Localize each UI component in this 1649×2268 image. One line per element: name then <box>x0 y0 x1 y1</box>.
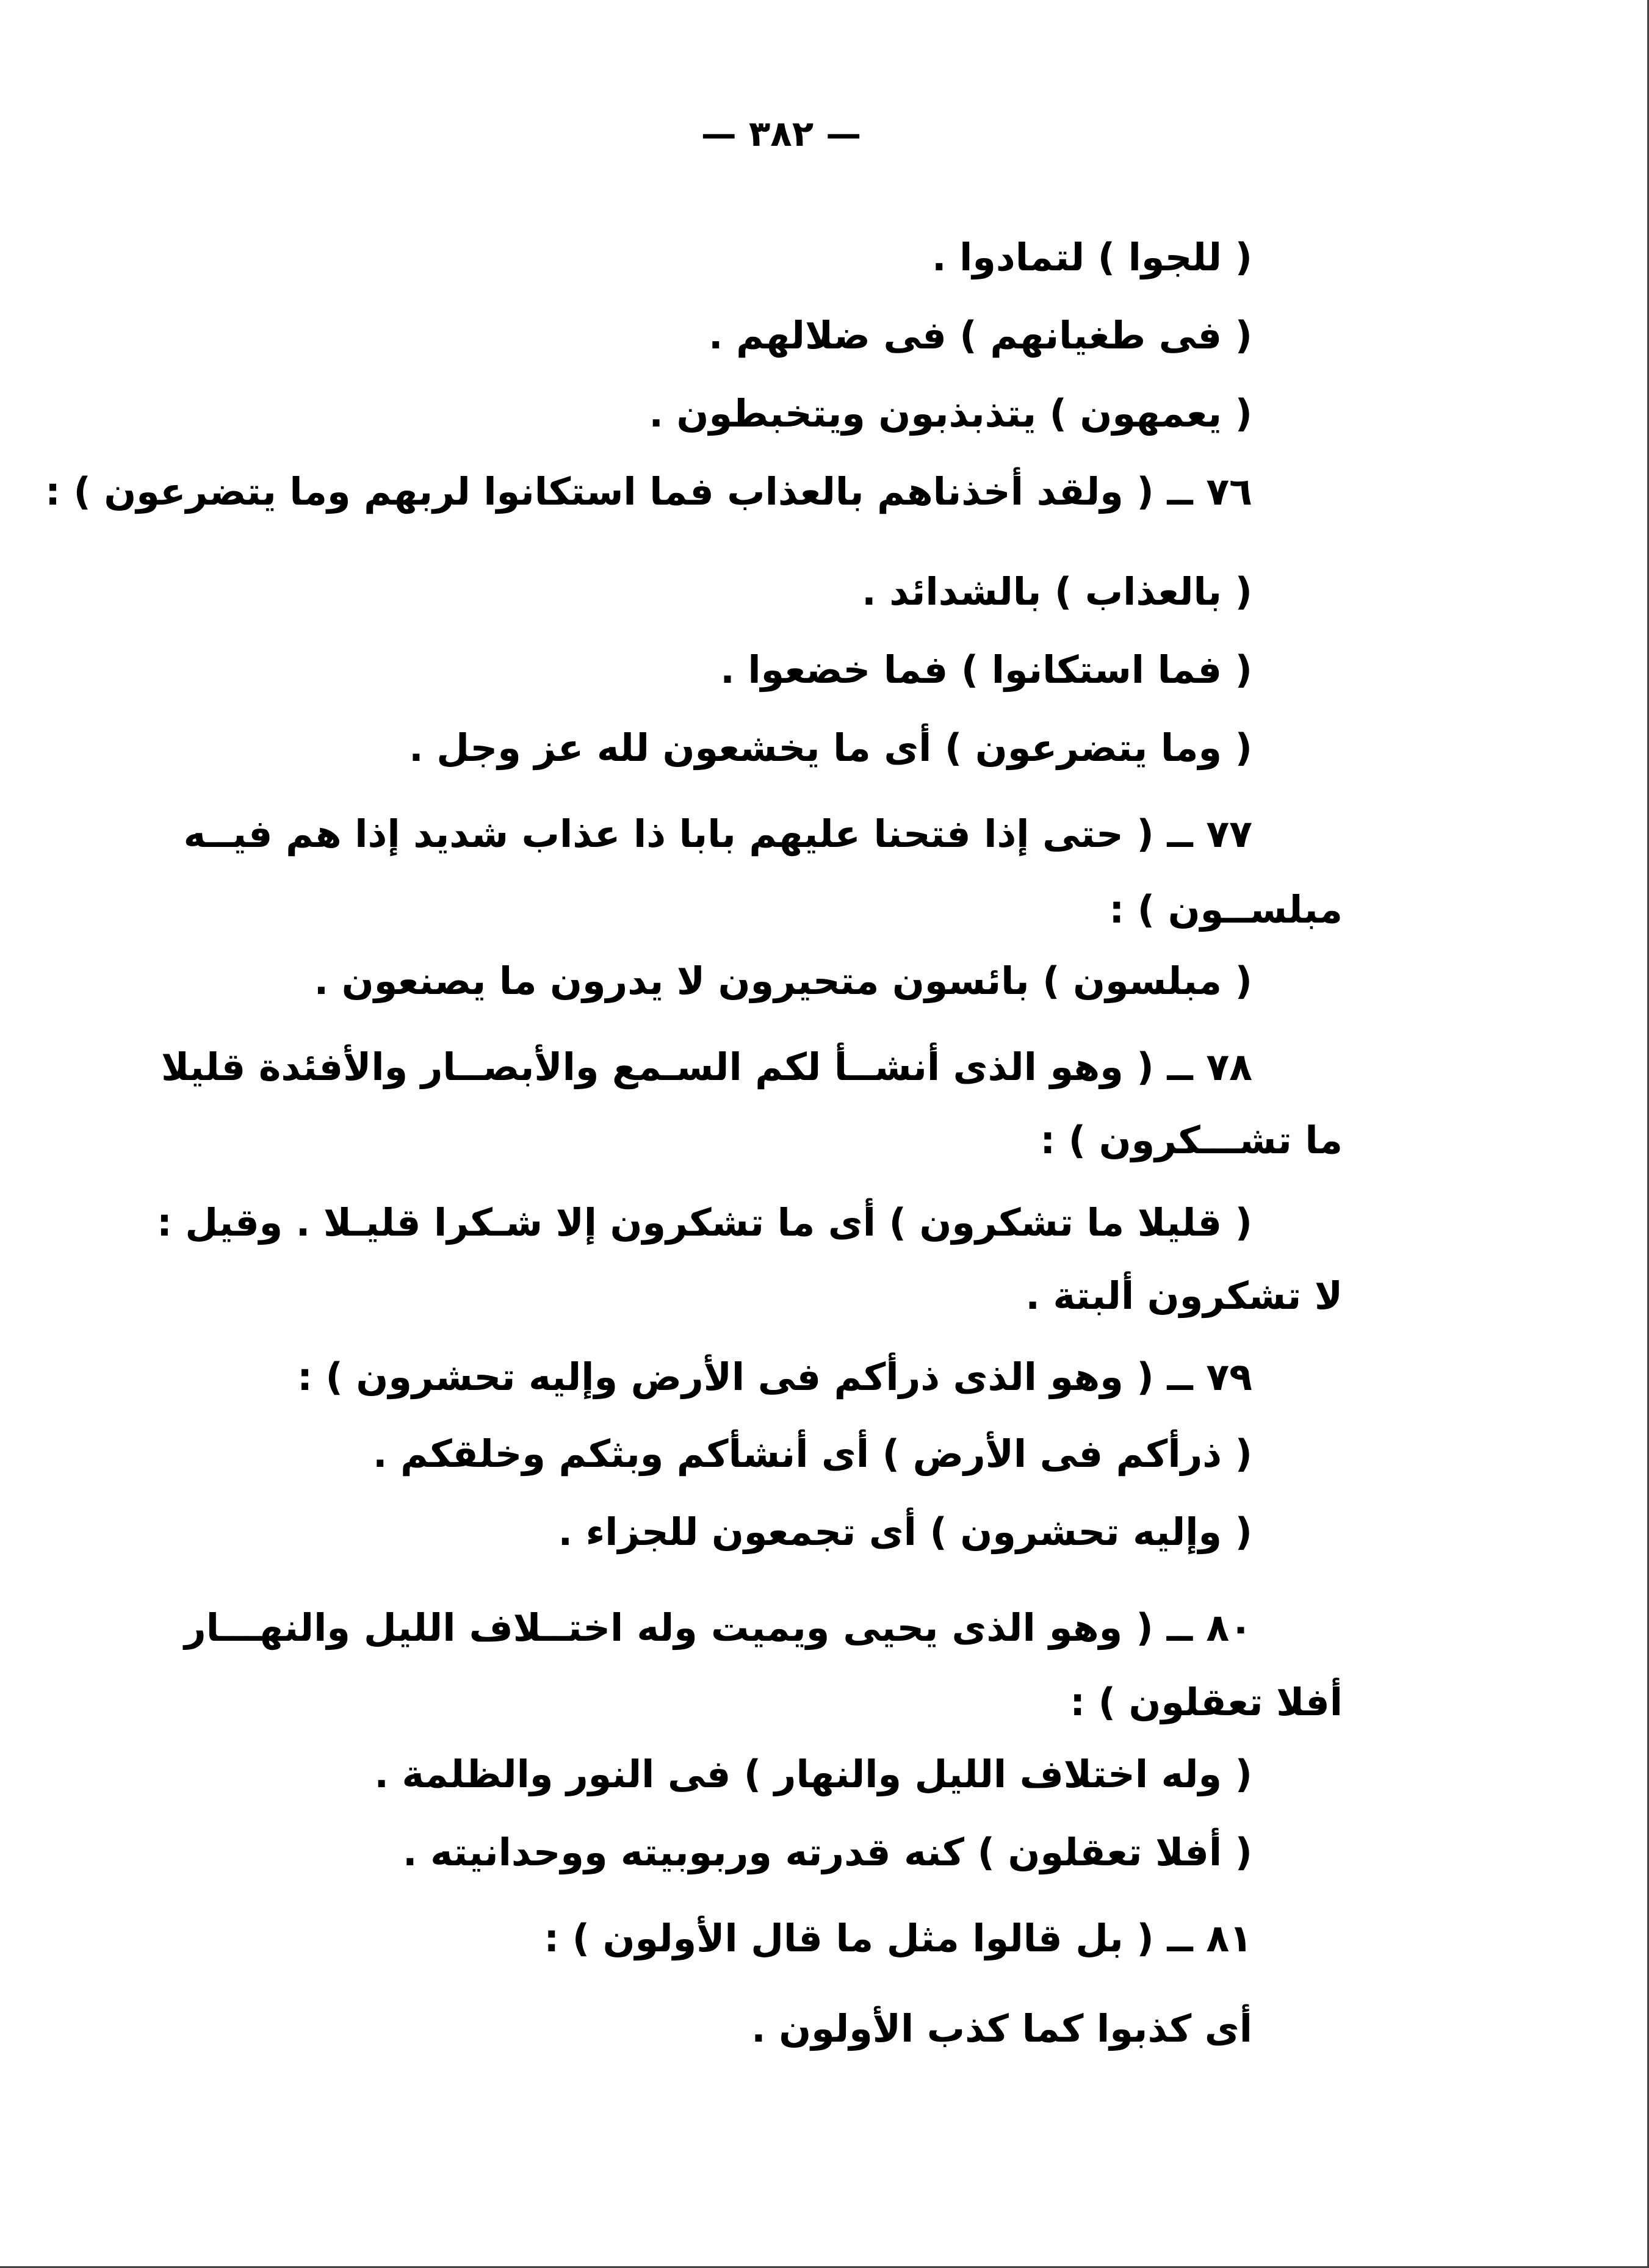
text-line: ٨٠ ــ ( وهو الذى يحيى ويميت وله اختــلاف الليل والنهـــار <box>184 1605 1252 1650</box>
text-line: ( للجوا ) لتمادوا . <box>931 235 1252 279</box>
text-line: ( وما يتضرعون ) أى ما يخشعون لله عز وجل . <box>409 725 1252 770</box>
page-number: — ٣٨٢ — <box>701 113 862 154</box>
text-line: ( ذرأكم فى الأرض ) أى أنشأكم وبثكم وخلقكم . <box>372 1431 1252 1476</box>
text-line: ٧٦ ــ ( ولقد أخذناهم بالعذاب فما استكانوا لربهم وما يتضرعون ) : <box>45 469 1252 514</box>
text-line: ٧٨ ــ ( وهو الذى أنشــأ لكم السـمع والأبصــار والأفئدة قليلا <box>161 1045 1252 1089</box>
text-line: ( مبلسون ) بائسون متحيرون لا يدرون ما يصنعون . <box>314 959 1252 1003</box>
text-line: ( بالعذاب ) بالشدائد . <box>862 569 1252 614</box>
text-line: ( يعمهون ) يتذبذبون ويتخبطون . <box>649 391 1252 436</box>
text-line: ٧٧ ــ ( حتى إذا فتحنا عليهم بابا ذا عذاب شديد إذا هم فيــه <box>183 812 1252 856</box>
text-line: ٨١ ــ ( بل قالوا مثل ما قال الأولون ) : <box>544 1916 1252 1960</box>
text-line: أفلا تعقلون ) : <box>1070 1680 1343 1724</box>
text-line: ( وله اختلاف الليل والنهار ) فى النور والظلمة . <box>374 1752 1252 1796</box>
text-line: ( وإليه تحشرون ) أى تجمعون للجزاء . <box>558 1510 1252 1554</box>
text-line: ما تشـــكرون ) : <box>1040 1118 1343 1162</box>
text-line: ( فما استكانوا ) فما خضعوا . <box>720 647 1252 692</box>
text-line: أى كذبوا كما كذب الأولون . <box>751 2006 1252 2051</box>
text-line: ٧٩ ــ ( وهو الذى ذرأكم فى الأرض وإليه تحشرون ) : <box>297 1355 1252 1399</box>
text-line: ( قليلا ما تشكرون ) أى ما تشكرون إلا شـكرا قليـلا . وقيل : <box>157 1200 1252 1245</box>
text-line: ( أفلا تعقلون ) كنه قدرته وربوبيته ووحدانيته . <box>403 1830 1252 1874</box>
text-line: ( فى طغيانهم ) فى ضلالهم . <box>708 313 1252 358</box>
text-line: لا تشكرون ألبتة . <box>1025 1273 1343 1318</box>
text-line: مبلســون ) : <box>1109 887 1343 932</box>
